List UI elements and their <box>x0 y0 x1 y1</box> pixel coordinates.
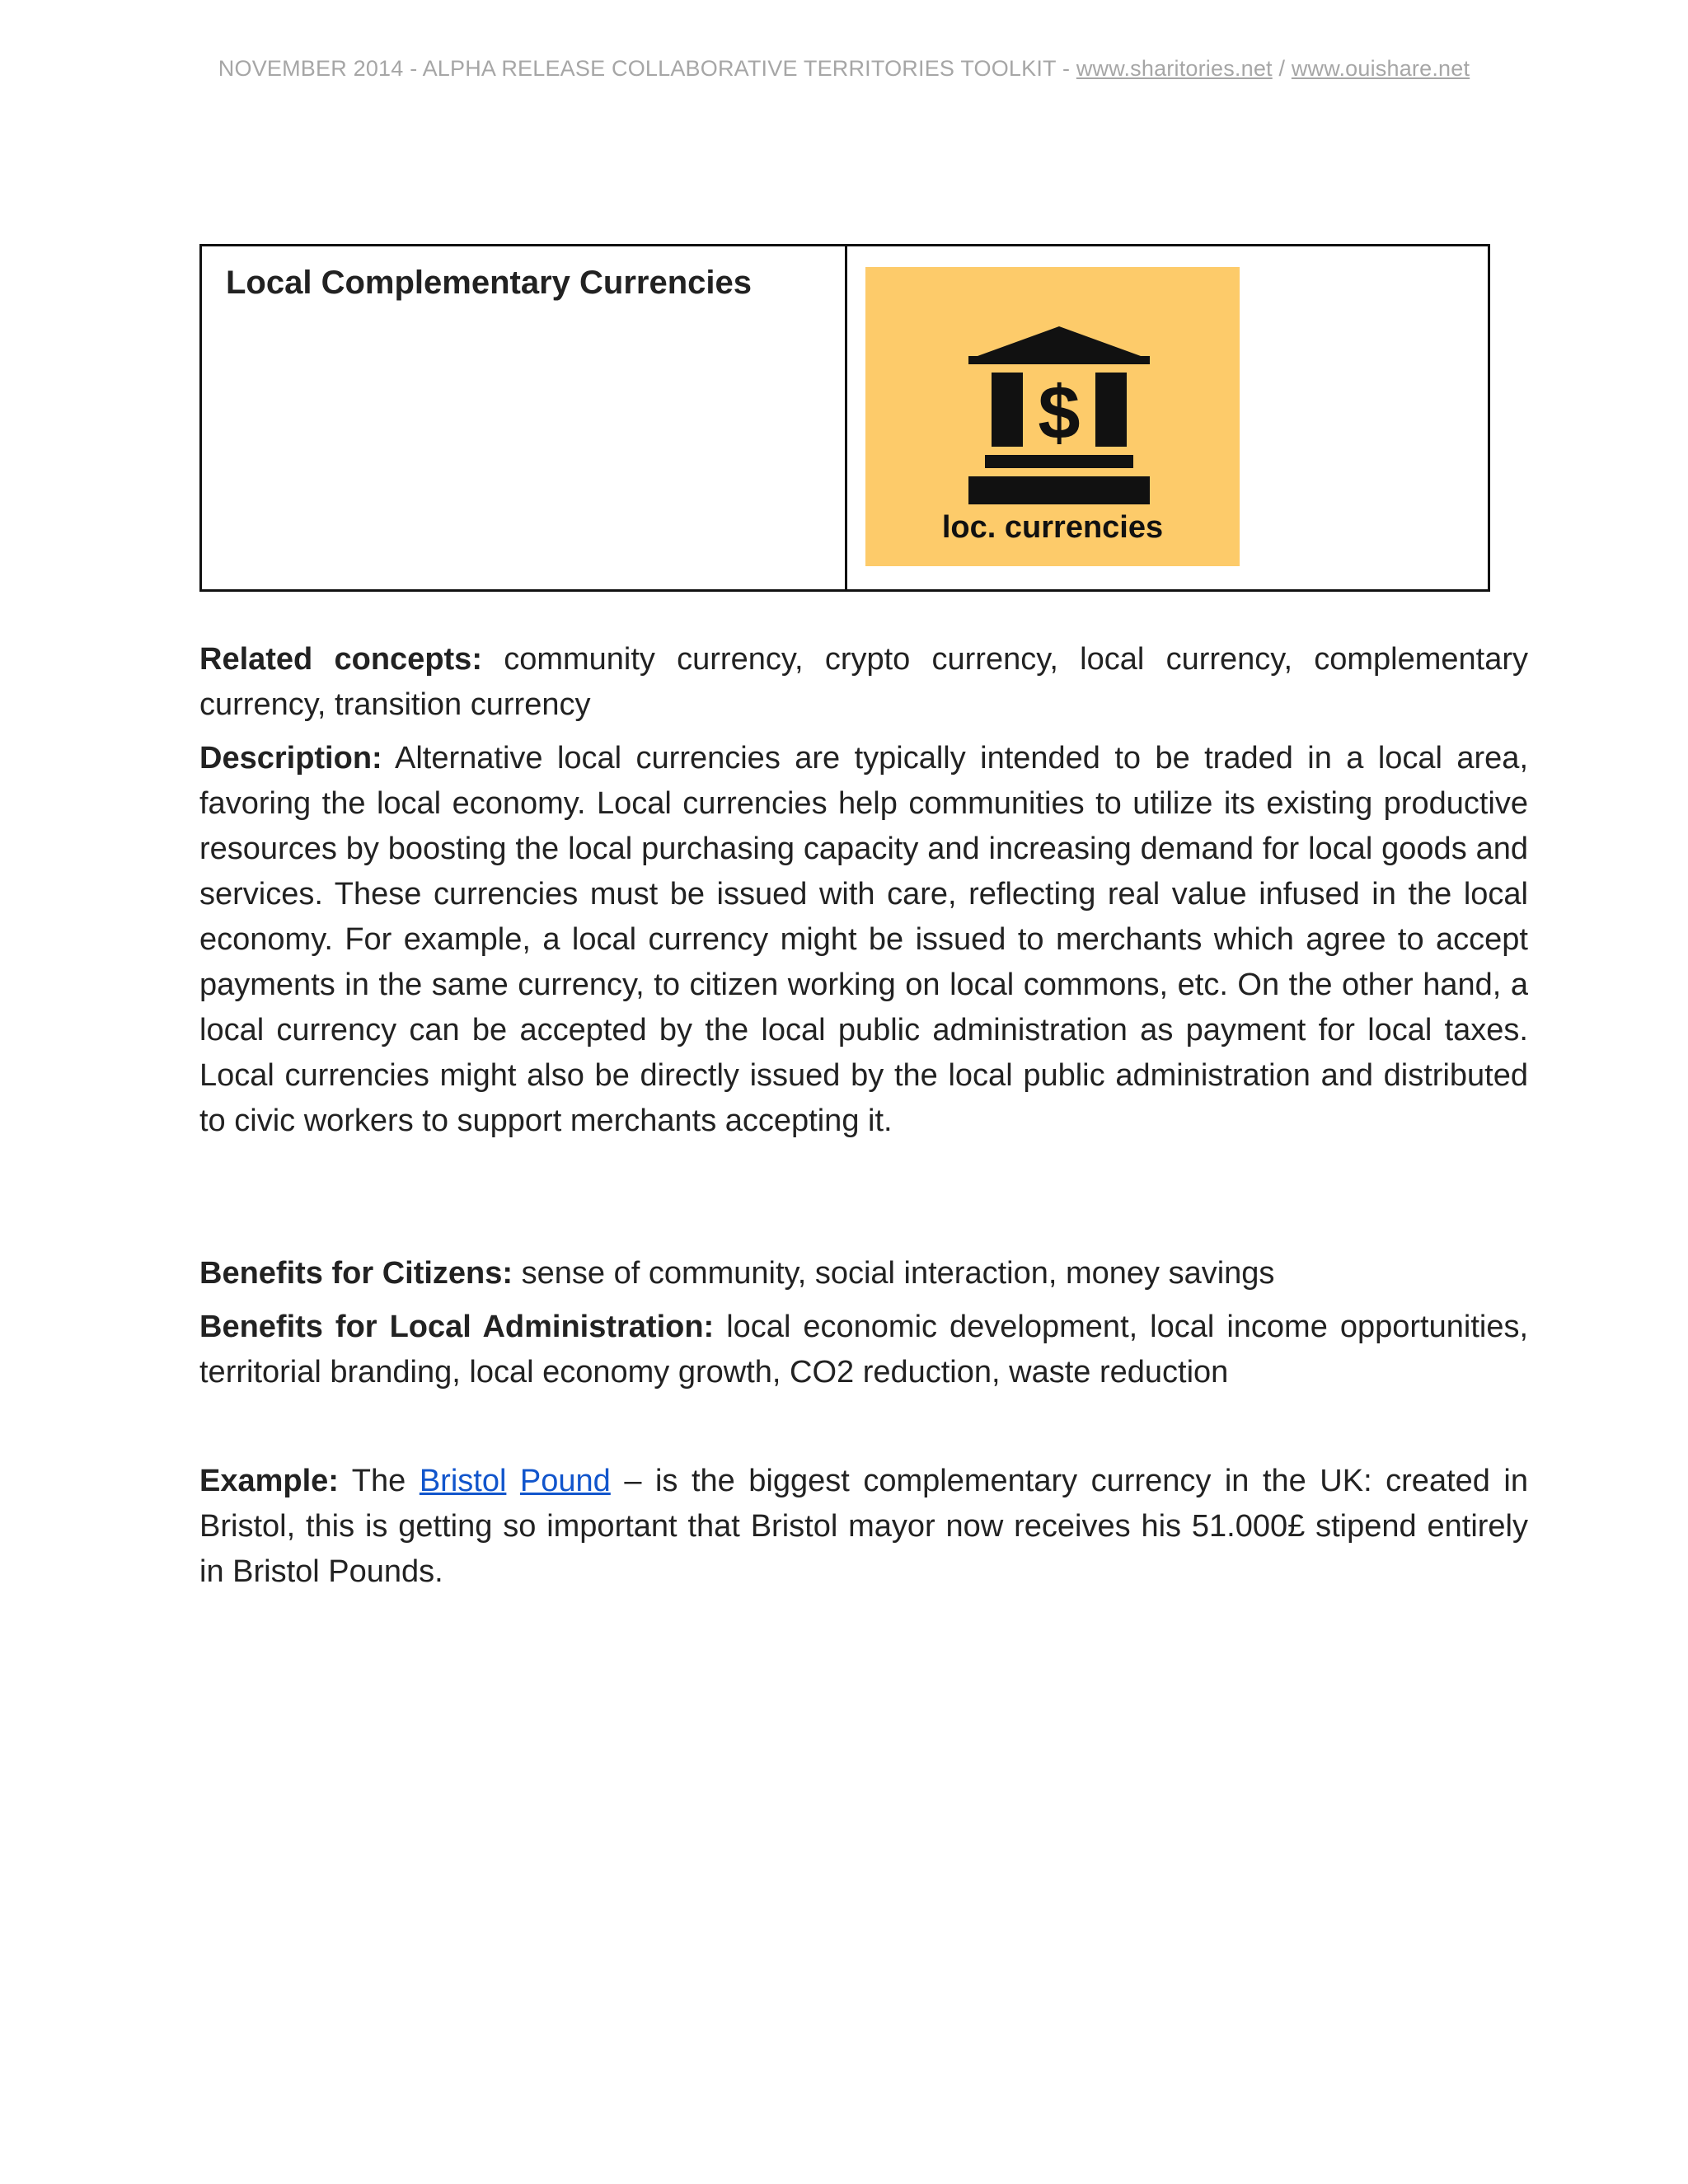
example-space <box>506 1464 520 1498</box>
header-separator: / <box>1272 56 1292 81</box>
example-label: Example: <box>199 1464 339 1498</box>
benefits-admin-text: local economic development, local income opportunities, territorial branding, local economy growth, CO2 reduction, waste reduction <box>199 1310 1529 1390</box>
local-currencies-tile <box>865 267 1240 566</box>
icon-caption: loc. currencies <box>941 510 1164 545</box>
ouishare-link[interactable]: www.ouishare.net <box>1291 56 1470 81</box>
svg-text:$: $ <box>1038 371 1081 455</box>
example-text: – is the biggest complementary currency in the UK: created in Bristol, this is getting so important that Bristol mayor now receives his 51.000£ stipend entirely in Bristol Pounds. <box>199 1464 1528 1589</box>
related-concepts-label: Related concepts: <box>199 642 482 677</box>
benefits-citizens <box>199 1251 1528 1296</box>
description-label: Description: <box>199 741 382 776</box>
description-text: Alternative local currencies are typically intended to be traded in a local area, favoring the local economy. Local currencies help communities to utilize its existing productive resources by boosting the local purchasing capacity and increasing demand for local goods and services. These currencies must be issued with care, reflecting real value infused in the local economy. For example, a local currency might be issued to merchants which agree to accept payments in the same currency, to citizen working on local commons, etc. On the other hand, a local currency can be accepted by the local public administration as payment for local taxes. Local currencies might also be directly issued by the local public administration and distributed to civic workers to support merchants accepting it. <box>199 741 1528 1138</box>
benefits-citizens-text: sense of community, social interaction, money savings <box>513 1256 1275 1291</box>
title-table <box>199 244 1490 592</box>
icon-cell <box>847 246 1488 589</box>
example <box>199 1459 1528 1595</box>
benefits-admin-label: Benefits for Local Administration: <box>199 1310 715 1344</box>
card-title: Local Complementary Currencies <box>226 265 752 301</box>
page-header <box>0 56 1688 82</box>
benefits-admin <box>199 1305 1528 1395</box>
title-cell <box>202 246 847 589</box>
related-concepts <box>199 637 1528 728</box>
bristol-link[interactable]: Bristol <box>419 1464 507 1498</box>
description <box>199 736 1528 1144</box>
example-pre: The <box>338 1464 420 1498</box>
benefits-citizens-label: Benefits for Citizens: <box>199 1256 513 1291</box>
related-concepts-text: community currency, crypto currency, local currency, complementary currency, transition currency <box>199 642 1528 722</box>
header-text: NOVEMBER 2014 - ALPHA RELEASE COLLABORATIVE TERRITORIES TOOLKIT - <box>218 56 1076 81</box>
sharitories-link[interactable]: www.sharitories.net <box>1076 56 1273 81</box>
pound-link[interactable]: Pound <box>519 1464 611 1498</box>
bank-dollar-icon <box>968 326 1150 506</box>
